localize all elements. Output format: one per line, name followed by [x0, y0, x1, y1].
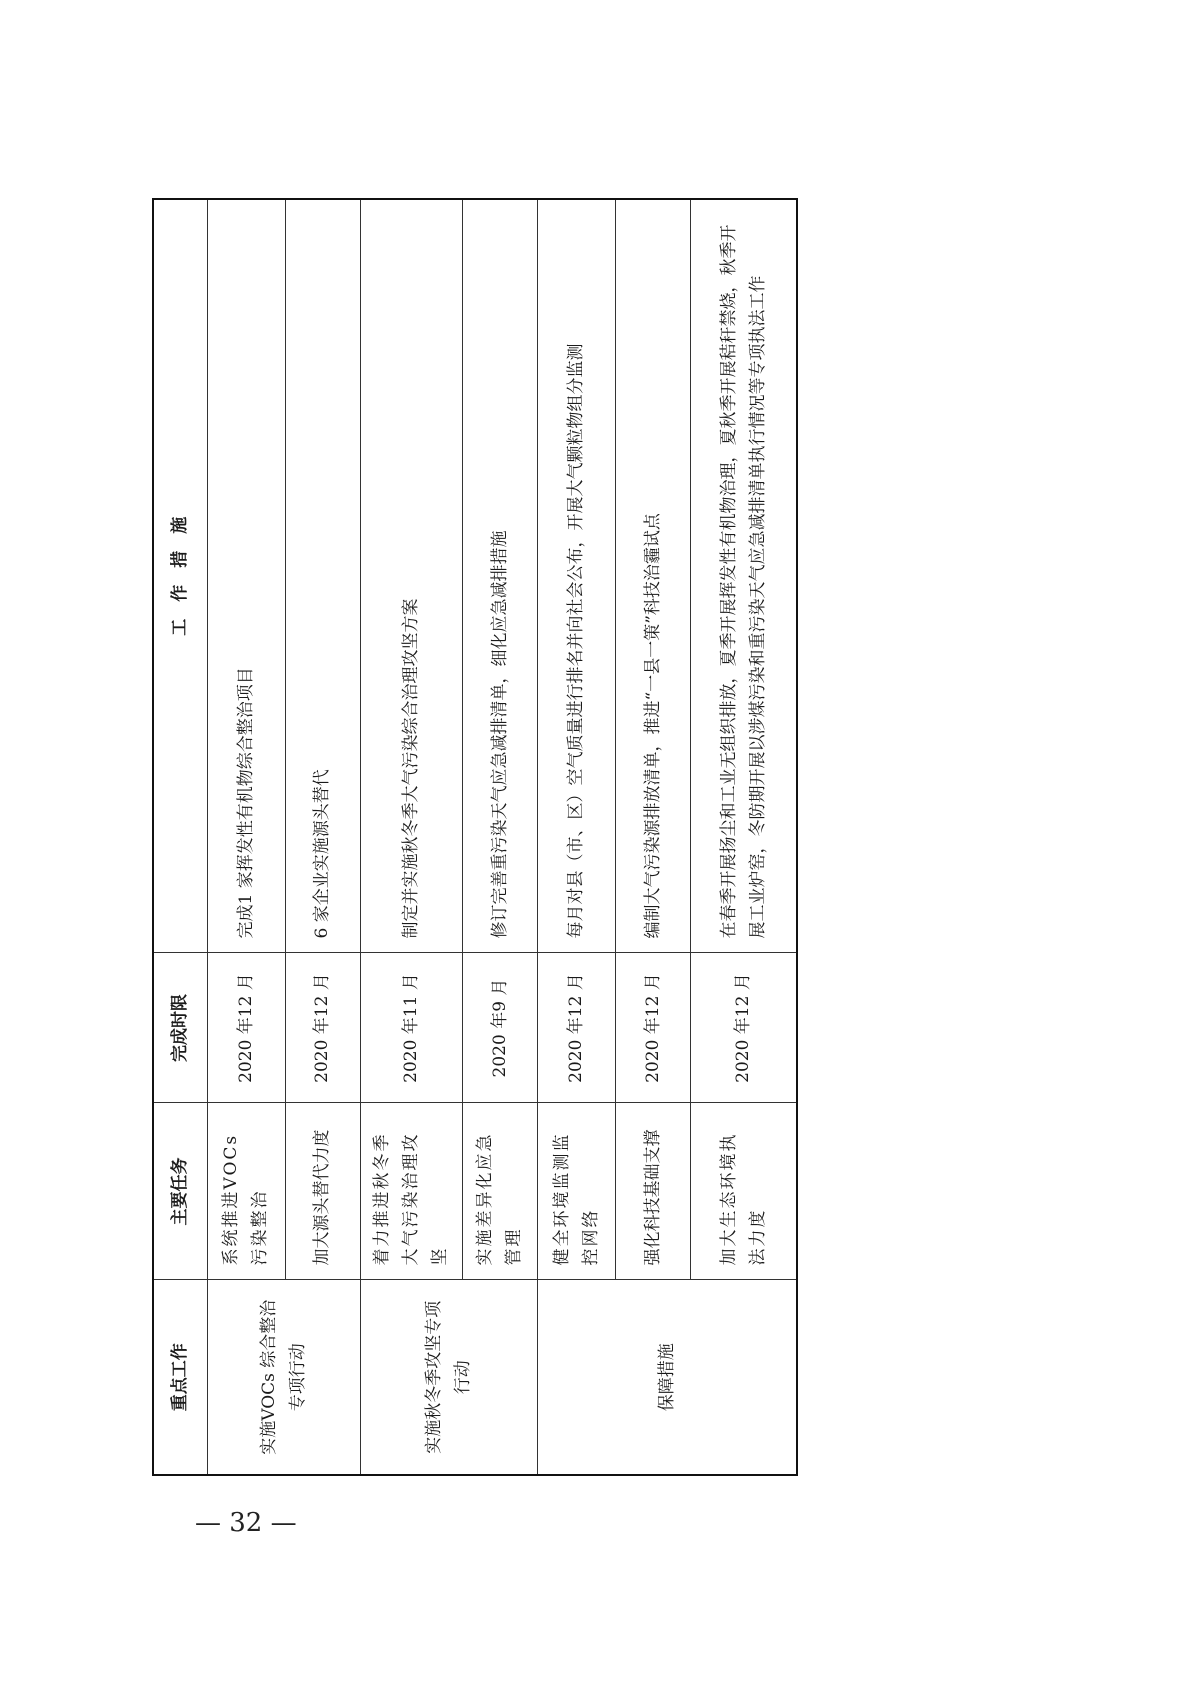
- task-cell: 强化科技基础支撑: [615, 1103, 690, 1280]
- deadline-cell: 2020 年11 月: [361, 953, 463, 1103]
- measure-cell: 编制大气污染源排放清单，推进“一县一策”科技治霾试点: [615, 199, 690, 953]
- work-plan-table: [152, 198, 798, 1476]
- key-work-cell: 保障措施: [538, 1280, 797, 1475]
- header-main-task: 主要任务: [153, 1103, 208, 1280]
- table-header-row: [153, 199, 208, 1475]
- measure-cell: 在春季开展扬尘和工业无组织排放，夏季开展挥发性有机物治理，夏秋季开展秸秆禁烧，秋季开展工业炉窑，冬防期开展以涉煤污染和重污染天气应急减排清单执行情况等专项执法工作: [691, 199, 797, 953]
- task-cell: 着力推进秋冬季大气污染治理攻坚: [361, 1103, 463, 1280]
- measure-cell: 完成1 家挥发性有机物综合整治项目: [208, 199, 286, 953]
- task-cell: 加大源头替代力度: [285, 1103, 360, 1280]
- task-cell: 系统推进VOCs 污染整治: [208, 1103, 286, 1280]
- task-cell: 实施差异化应急管理: [462, 1103, 537, 1280]
- measure-cell: 修订完善重污染天气应急减排清单，细化应急减排措施: [462, 199, 537, 953]
- header-key-work: 重点工作: [153, 1280, 208, 1475]
- deadline-cell: 2020 年12 月: [615, 953, 690, 1103]
- measure-cell: 6 家企业实施源头替代: [285, 199, 360, 953]
- task-cell: 健全环境监测监控网络: [538, 1103, 616, 1280]
- page-number: — 32 —: [195, 1508, 297, 1538]
- deadline-cell: 2020 年12 月: [285, 953, 360, 1103]
- deadline-cell: 2020 年12 月: [691, 953, 797, 1103]
- measure-cell: 每月对县（市、区）空气质量进行排名并向社会公布，开展大气颗粒物组分监测: [538, 199, 616, 953]
- deadline-cell: 2020 年12 月: [208, 953, 286, 1103]
- table-row: [538, 199, 616, 1475]
- task-cell: 加大生态环境执法力度: [691, 1103, 797, 1280]
- measure-cell: 制定并实施秋冬季大气污染综合治理攻坚方案: [361, 199, 463, 953]
- deadline-cell: 2020 年9 月: [462, 953, 537, 1103]
- deadline-cell: 2020 年12 月: [538, 953, 616, 1103]
- rotated-table-wrapper: [152, 200, 798, 1476]
- key-work-cell: 实施秋冬季攻坚专项行动: [361, 1280, 538, 1475]
- table-row: [361, 199, 463, 1475]
- key-work-cell: 实施VOCs 综合整治专项行动: [208, 1280, 361, 1475]
- header-deadline: 完成时限: [153, 953, 208, 1103]
- header-measures: 工 作 措 施: [153, 199, 208, 953]
- table-row: [208, 199, 286, 1475]
